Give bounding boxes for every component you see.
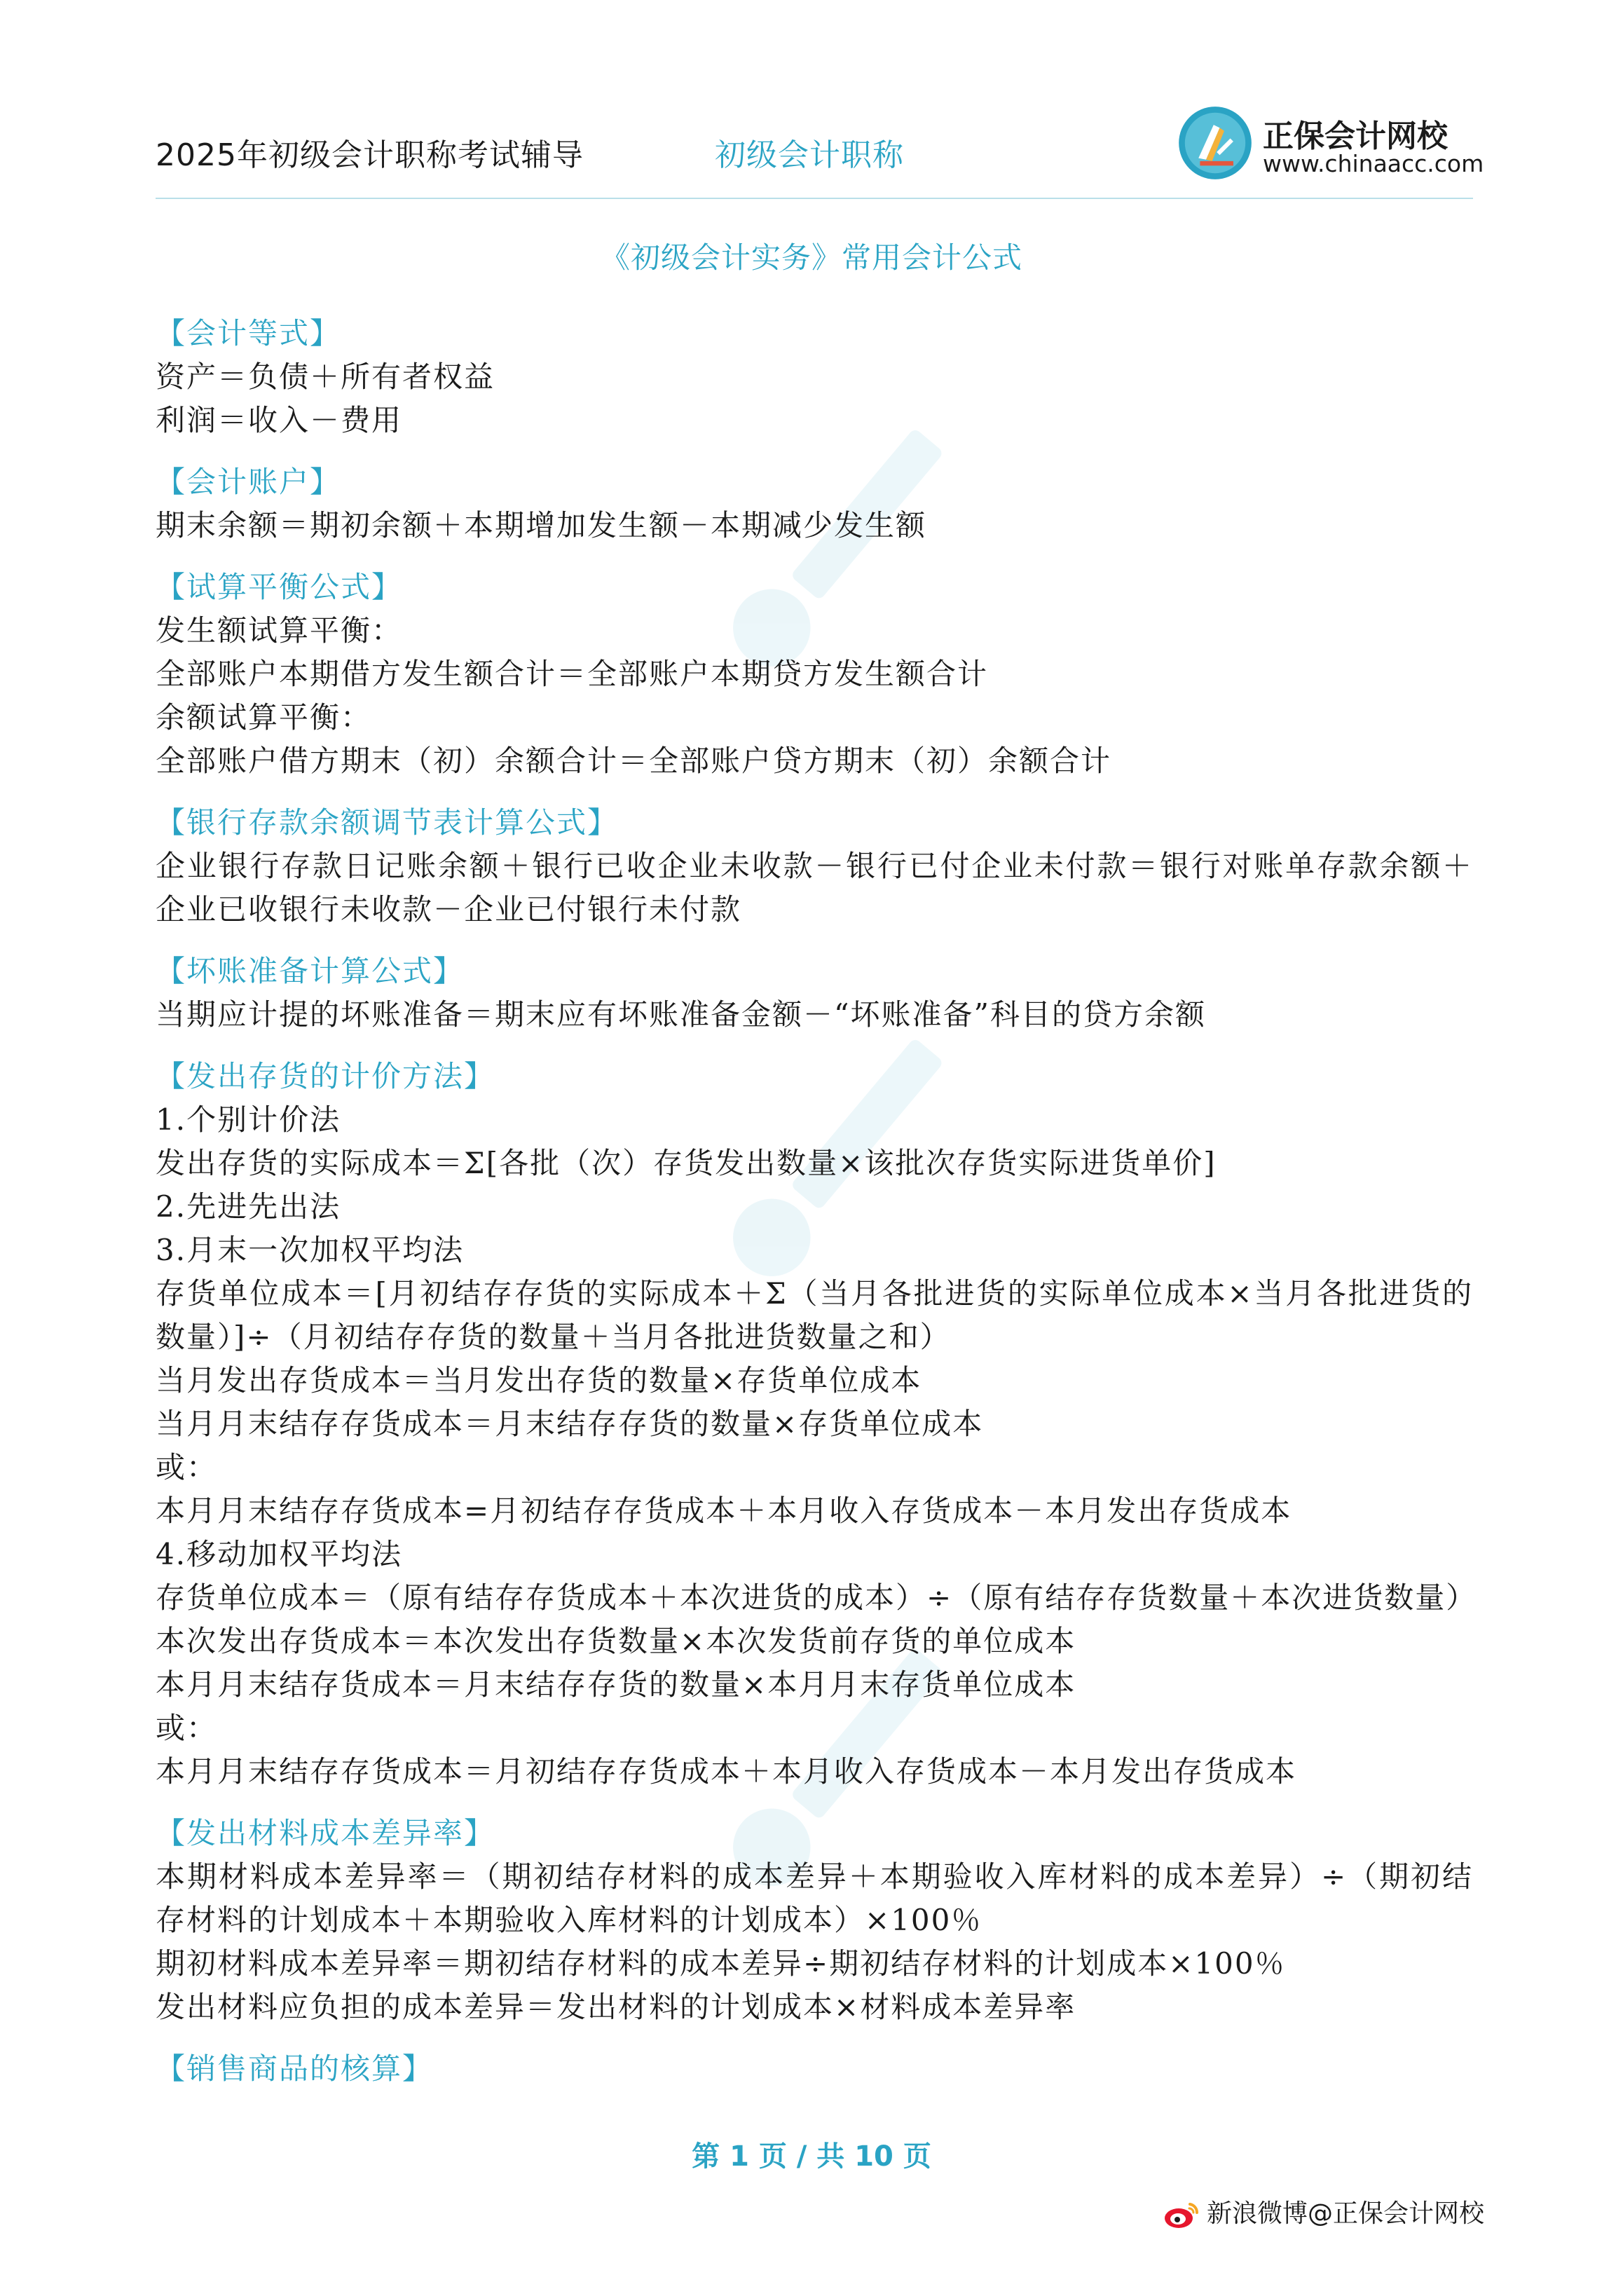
formula-line: 当月发出存货成本＝当月发出存货的数量×存货单位成本 [156, 1363, 922, 1398]
formula-line: 发出材料应负担的成本差异＝发出材料的计划成本×材料成本差异率 [156, 1990, 1076, 2024]
section-heading: 【会计等式】 [156, 316, 341, 350]
brand-logo [1177, 98, 1484, 189]
section-heading: 【会计账户】 [156, 465, 341, 499]
section-heading: 【银行存款余额调节表计算公式】 [156, 805, 619, 840]
formula-line: 资产＝负债＋所有者权益 [156, 360, 495, 394]
page-number: 第 1 页 / 共 10 页 [692, 2140, 931, 2173]
formula-section [156, 312, 1473, 442]
formula-line: 发出存货的实际成本＝Σ[各批（次）存货发出数量×该批次存货实际进货单价] [156, 1146, 1217, 1180]
logo-brand-name: 正保会计网校 [1263, 118, 1448, 154]
header-divider [156, 198, 1473, 199]
formula-line: 3.月末一次加权平均法 [156, 1233, 465, 1267]
formula-line: 本期材料成本差异率＝（期初结存材料的成本差异＋本期验收入库材料的成本差异）÷（期初结存材料的计划成本＋本期验收入库材料的计划成本）×100％ [156, 1859, 1473, 1937]
header-subject-title: 初级会计职称 [715, 137, 904, 173]
formula-line: 本月月末结存存货成本=月初结存存货成本＋本月收入存货成本－本月发出存货成本 [156, 1494, 1292, 1528]
formula-line: 企业银行存款日记账余额＋银行已收企业未收款－银行已付企业未付款＝银行对账单存款余额＋企业已收银行未收款－企业已付银行未付款 [156, 849, 1473, 927]
section-heading: 【销售商品的核算】 [156, 2051, 434, 2086]
weibo-credit [1163, 2194, 1484, 2229]
formula-section [156, 950, 1473, 1037]
section-heading: 【试算平衡公式】 [156, 570, 403, 604]
formula-line: 或： [156, 1711, 218, 1745]
logo-website-url: www.chinaacc.com [1263, 150, 1484, 177]
formula-line: 余额试算平衡： [156, 700, 372, 734]
formula-line: 全部账户借方期末（初）余额合计＝全部账户贷方期末（初）余额合计 [156, 744, 1112, 778]
formula-line: 本次发出存货成本＝本次发出存货数量×本次发货前存货的单位成本 [156, 1624, 1076, 1658]
formula-line: 当期应计提的坏账准备＝期末应有坏账准备金额－“坏账准备”科目的贷方余额 [156, 997, 1206, 1032]
header-exam-title: 2025年初级会计职称考试辅导 [156, 137, 584, 173]
page-header [0, 0, 1623, 200]
formula-line: 存货单位成本＝（原有结存存货成本＋本次进货的成本）÷（原有结存存货数量＋本次进货数量） [156, 1580, 1477, 1615]
formula-line: 存货单位成本＝[月初结存存货的实际成本＋Σ（当月各批进货的实际单位成本×当月各批进货的数量）]÷（月初结存存货的数量＋当月各批进货数量之和） [156, 1276, 1473, 1354]
weibo-icon [1163, 2200, 1200, 2229]
section-heading: 【发出存货的计价方法】 [156, 1059, 495, 1093]
formula-line: 全部账户本期借方发生额合计＝全部账户本期贷方发生额合计 [156, 657, 989, 691]
section-heading: 【发出材料成本差异率】 [156, 1816, 495, 1850]
formula-line: 4.移动加权平均法 [156, 1537, 403, 1571]
formula-section [156, 566, 1473, 783]
chinaacc-logo-icon [1177, 105, 1253, 181]
formula-line: 发生额试算平衡： [156, 613, 403, 648]
formula-line: 本月月末结存存货成本＝月初结存存货成本＋本月收入存货成本－本月发出存货成本 [156, 1754, 1297, 1789]
formula-section [156, 460, 1473, 547]
document-title: 《初级会计实务》常用会计公式 [600, 240, 1022, 275]
formula-section [156, 801, 1473, 931]
formula-line: 1.个别计价法 [156, 1102, 341, 1137]
formula-line: 2.先进先出法 [156, 1189, 341, 1224]
formula-line: 利润＝收入－费用 [156, 403, 403, 437]
formula-line: 期初材料成本差异率＝期初结存材料的成本差异÷期初结存材料的计划成本×100％ [156, 1946, 1286, 1981]
formula-line: 当月月末结存存货成本＝月末结存存货的数量×存货单位成本 [156, 1407, 984, 1441]
document-body [156, 312, 1477, 2109]
formula-line: 或： [156, 1450, 218, 1484]
formula-section [156, 1055, 1477, 1793]
formula-section [156, 1812, 1473, 2029]
formula-line: 期末余额＝期初余额＋本期增加发生额－本期减少发生额 [156, 508, 927, 542]
formula-section [156, 2047, 1473, 2091]
formula-line: 本月月末结存货成本＝月末结存存货的数量×本月月末存货单位成本 [156, 1667, 1076, 1702]
weibo-credit-text: 新浪微博@正保会计网校 [1207, 2199, 1485, 2228]
section-heading: 【坏账准备计算公式】 [156, 954, 465, 988]
